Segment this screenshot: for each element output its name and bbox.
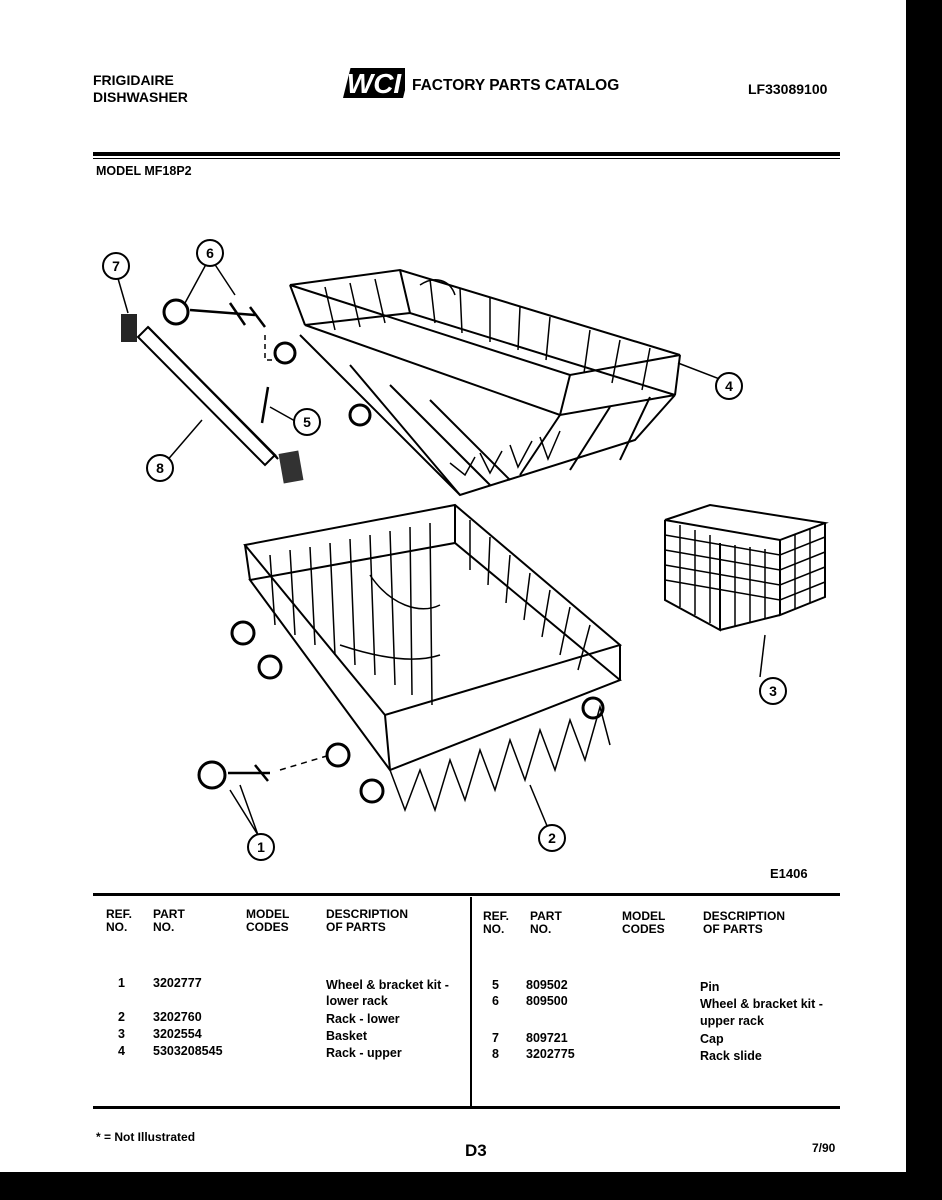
table-top-rule [93,893,840,896]
ref-cell: 7 [492,1031,499,1045]
ref-cell: 6 [492,994,499,1008]
callout-7: 7 [102,252,130,280]
catalog-number: LF33089100 [748,81,828,97]
part-cell: 809721 [526,1031,568,1045]
basket-drawing [665,505,825,630]
callout-8: 8 [146,454,174,482]
desc-cell: upper rack [700,1014,764,1028]
desc-cell: Basket [326,1029,367,1043]
callout-6: 6 [196,239,224,267]
header-ref-left: REF. NO. [106,907,133,934]
callout-3: 3 [759,677,787,705]
header-desc-left: DESCRIPTION OF PARTS [326,907,409,934]
part-cell: 809502 [526,978,568,992]
header-rule-thick [93,152,840,156]
desc-cell: Wheel & bracket kit - [700,997,823,1011]
desc-cell: Pin [700,980,720,994]
lower-rack-drawing [232,505,620,810]
callout-2: 2 [538,824,566,852]
table-divider [470,897,472,1107]
header-part-left: PART NO. [153,907,185,934]
cap-drawing [122,315,136,341]
callout-5: 5 [293,408,321,436]
page-code: D3 [465,1141,487,1160]
figure-code: E1406 [770,866,808,881]
pin-drawing [262,387,268,423]
wci-logo-text: WCI [346,68,402,99]
header-rule-thin [93,158,840,159]
brand-line-1: FRIGIDAIRE [93,72,174,88]
ref-cell: 1 [118,976,125,990]
part-cell: 3202554 [153,1027,202,1041]
header-model-left: MODEL CODES [246,907,290,934]
parts-diagram [90,225,850,885]
callout-4: 4 [715,372,743,400]
ref-cell: 3 [118,1027,125,1041]
wci-logo [343,66,405,100]
desc-cell: lower rack [326,994,388,1008]
brand-line-2: DISHWASHER [93,89,188,105]
desc-cell: Rack - lower [326,1012,400,1026]
part-cell: 3202760 [153,1010,202,1024]
ref-cell: 4 [118,1044,125,1058]
header-ref-right: REF. NO. [483,909,510,936]
header-desc-right: DESCRIPTION OF PARTS [703,909,786,936]
desc-cell: Rack slide [700,1049,762,1063]
part-cell: 809500 [526,994,568,1008]
part-cell: 3202775 [526,1047,575,1061]
header-model-right: MODEL CODES [622,909,666,936]
upper-rack-drawing [275,270,680,495]
table-bottom-rule [93,1106,840,1109]
part-cell: 5303208545 [153,1044,223,1058]
callout-1: 1 [247,833,275,861]
ref-cell: 2 [118,1010,125,1024]
footer-date: 7/90 [812,1141,836,1155]
desc-cell: Rack - upper [326,1046,402,1060]
header-part-right: PART NO. [530,909,562,936]
part-cell: 3202777 [153,976,202,990]
lower-wheel-drawing [199,755,330,788]
footer-note: * = Not Illustrated [96,1130,196,1144]
ref-cell: 5 [492,978,499,992]
desc-cell: Wheel & bracket kit - [326,978,449,992]
model-label: MODEL MF18P2 [96,164,192,178]
desc-cell: Cap [700,1032,724,1046]
catalog-title: FACTORY PARTS CATALOG [412,77,620,94]
upper-wheel-drawing [164,300,278,360]
ref-cell: 8 [492,1047,499,1061]
